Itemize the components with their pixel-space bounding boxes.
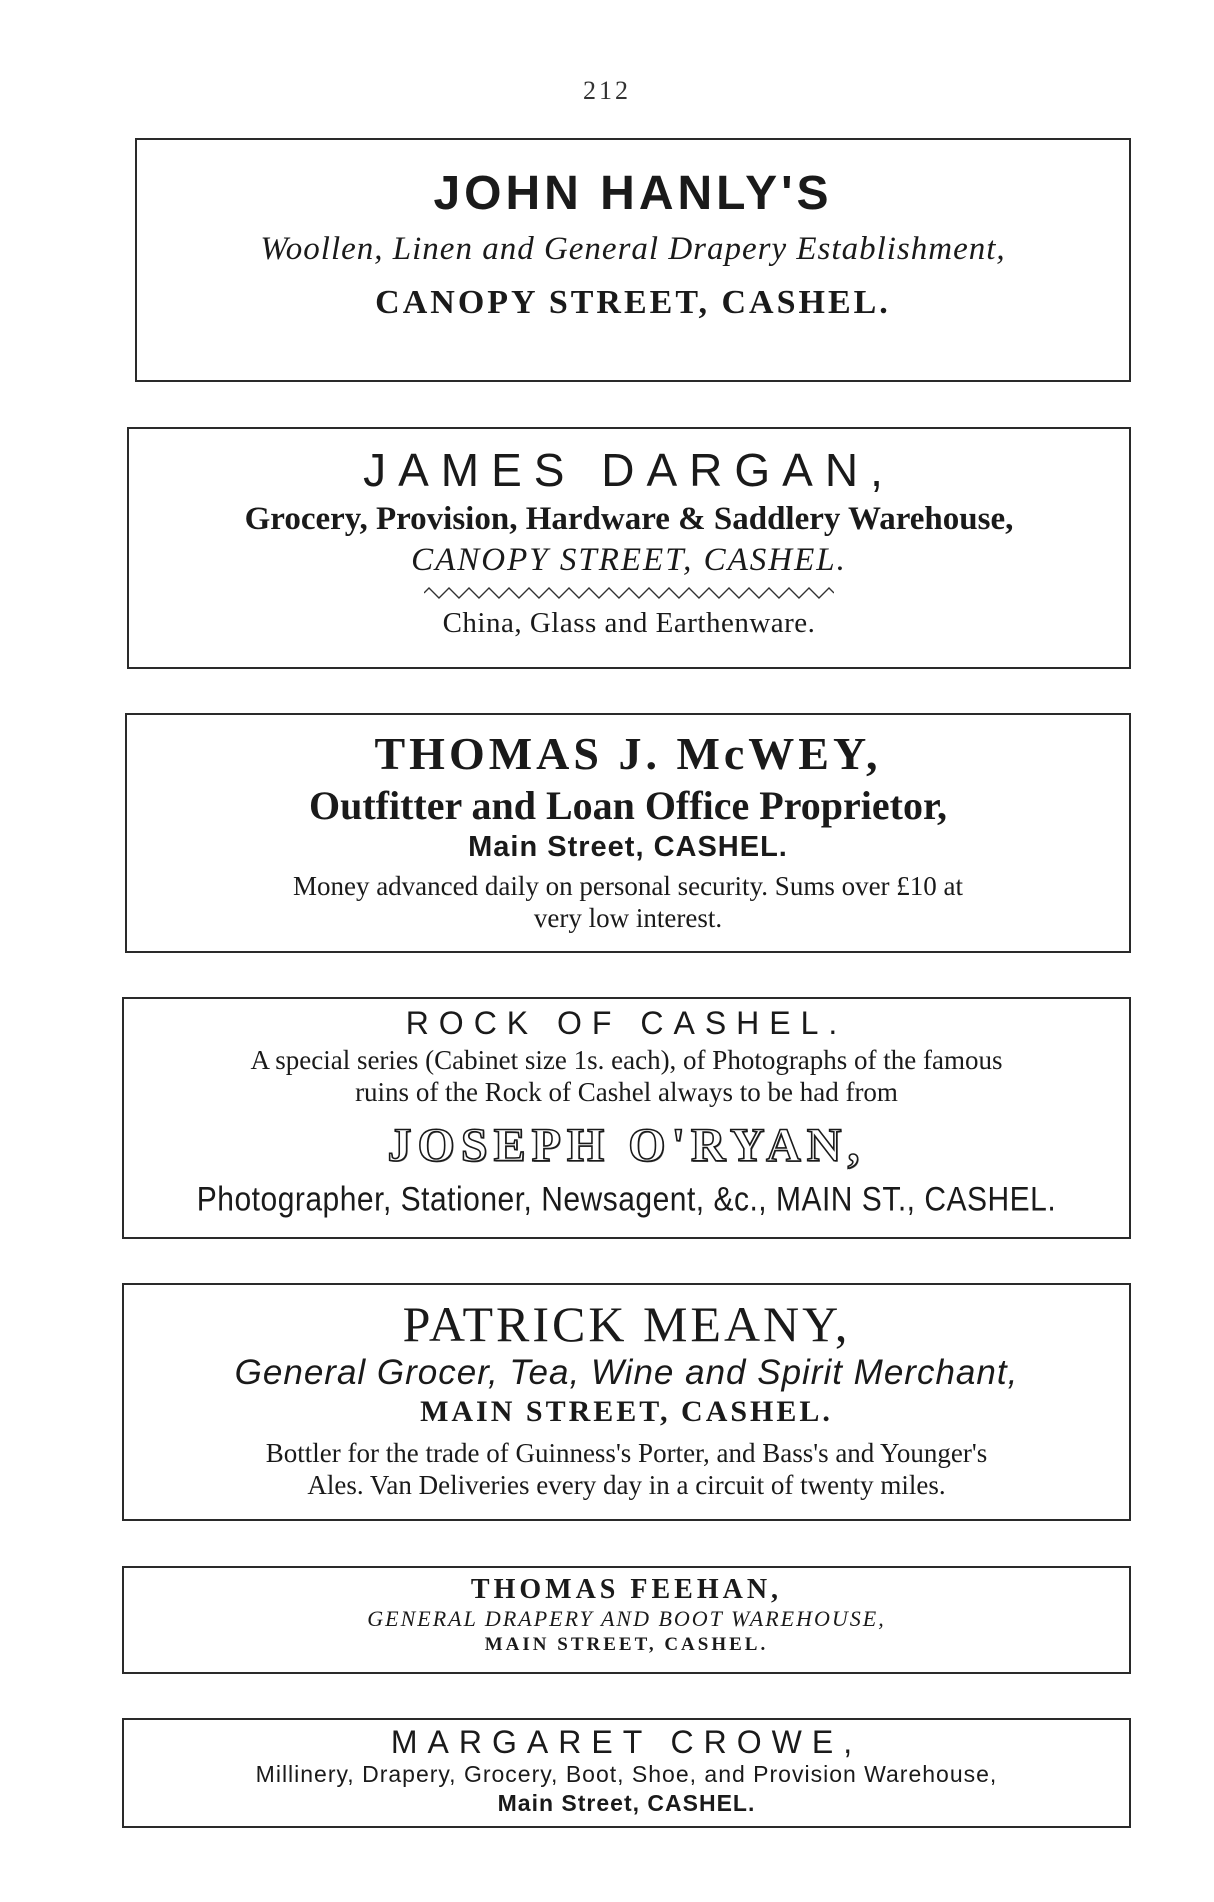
advert-trade: General Grocer, Tea, Wine and Spirit Merchant,	[234, 1353, 1019, 1392]
advert-name: ROCK OF CASHEL.	[405, 1005, 848, 1041]
advert-description: Woollen, Linen and General Drapery Establishment,	[260, 231, 1006, 267]
advert-patrick-meany	[122, 1283, 1131, 1521]
advert-name: MARGARET CROWE,	[390, 1724, 863, 1760]
advert-james-dargan	[127, 427, 1131, 669]
advert-proprietor-name: JOSEPH O'RYAN,	[387, 1119, 866, 1172]
advert-note	[124, 1437, 1129, 1501]
advert-address: MAIN STREET, CASHEL.	[484, 1634, 769, 1655]
advert-trade: GENERAL DRAPERY AND BOOT WAREHOUSE,	[367, 1606, 886, 1631]
advert-name: THOMAS J. McWEY,	[374, 728, 882, 779]
advert-joseph-oryan	[122, 997, 1131, 1239]
advert-name: THOMAS FEEHAN,	[470, 1574, 783, 1605]
advert-john-hanly	[135, 138, 1131, 382]
advert-note-line: very low interest.	[533, 903, 723, 933]
advert-thomas-mcwey	[125, 713, 1131, 953]
advert-name: PATRICK MEANY,	[402, 1296, 851, 1352]
advert-address: CANOPY STREET, CASHEL.	[375, 284, 891, 321]
advert-name: JAMES DARGAN,	[363, 444, 895, 496]
advert-address: CANOPY STREET, CASHEL.	[411, 542, 847, 578]
advert-address: Photographer, Stationer, Newsagent, &c., MAIN ST., CASHEL.	[196, 1180, 1057, 1219]
advert-note-line: Bottler for the trade of Guinness's Porter, and Bass's and Younger's	[265, 1438, 988, 1468]
advert-note	[124, 1044, 1129, 1108]
advert-note-line: ruins of the Rock of Cashel always to be had from	[355, 1077, 898, 1107]
advert-trade: Millinery, Drapery, Grocery, Boot, Shoe, and Provision Warehouse,	[255, 1761, 998, 1787]
advert-trade: Grocery, Provision, Hardware & Saddlery Warehouse,	[244, 501, 1014, 537]
advert-note-line: A special series (Cabinet size 1s. each), of Photographs of the famous	[250, 1045, 1003, 1075]
advert-address: Main Street, CASHEL.	[468, 831, 788, 863]
wavy-rule-divider	[424, 587, 834, 599]
advert-name: JOHN HANLY'S	[433, 167, 833, 220]
advert-note-line: Money advanced daily on personal security. Sums over £10 at	[292, 871, 964, 901]
advert-trade: Outfitter and Loan Office Proprietor,	[308, 783, 948, 828]
advert-margaret-crowe	[122, 1718, 1131, 1828]
advert-address: MAIN STREET, CASHEL.	[420, 1395, 833, 1428]
advert-extra: China, Glass and Earthenware.	[442, 607, 816, 639]
advert-note	[127, 870, 1129, 934]
advert-address: Main Street, CASHEL.	[497, 1790, 756, 1816]
advert-note-line: Ales. Van Deliveries every day in a circuit of twenty miles.	[307, 1470, 946, 1500]
advert-thomas-feehan	[122, 1566, 1131, 1674]
page-number: 212	[583, 76, 631, 105]
